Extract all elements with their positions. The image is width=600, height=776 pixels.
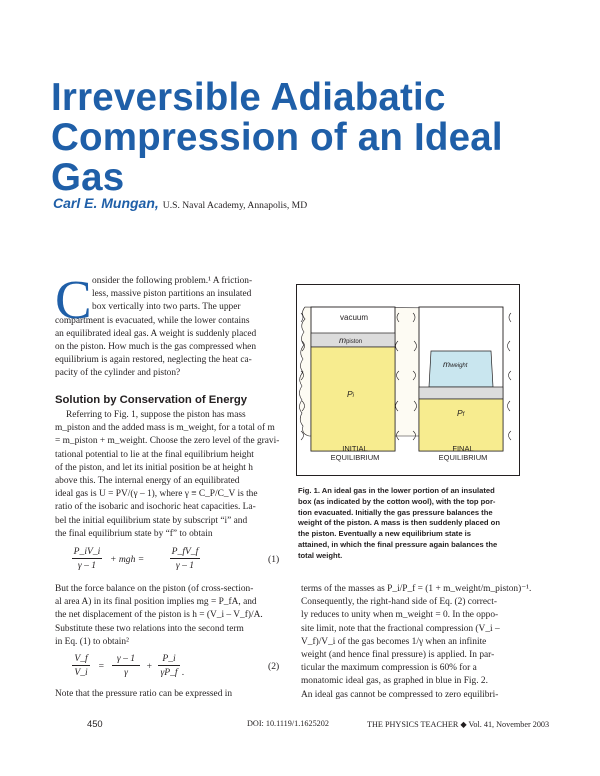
intro-line: box vertically into two parts. The upper — [92, 302, 241, 313]
eq1-rhs-numerator: P_fV_f — [171, 546, 199, 557]
label-weight-subscript: weight — [450, 363, 468, 369]
drop-cap: C — [55, 269, 92, 330]
eq1-rhs-denominator: γ – 1 — [175, 560, 195, 571]
footer-journal: THE PHYSICS TEACHER ◆ Vol. 41, November 2003 — [367, 720, 550, 729]
label-equilibrium: EQUILIBRIUM — [438, 453, 488, 462]
paragraph-line: the final equilibrium state by “f” to obtain — [55, 528, 213, 539]
final-piston — [419, 387, 503, 399]
caption-line: weight of the piston. A mass is then suddenly placed on — [298, 518, 500, 528]
paragraph-line: V_f)/V_i of the gas becomes 1/γ when an infinite — [301, 636, 487, 647]
intro-line: less, massive piston partitions an insulated — [92, 289, 252, 300]
intro-line: equilibrium is again restored, neglecting the heat ca- — [55, 355, 252, 366]
label-final: FINAL — [452, 444, 474, 453]
label-p: P — [347, 389, 353, 399]
section-heading: Solution by Conservation of Energy — [55, 394, 248, 406]
figure-1 — [296, 284, 520, 476]
eq2-term1-numerator: γ – 1 — [112, 653, 140, 666]
paragraph-line: ratio of the isobaric and isochoric heat capacities. La- — [55, 502, 256, 513]
intro-paragraph — [55, 315, 256, 381]
paragraph-line: = m_piston + m_weight. Choose the zero level of the gravi- — [55, 436, 280, 447]
paragraph-line: Note that the pressure ratio can be expressed in — [55, 689, 233, 699]
paragraph-line: the net displacement of the piston is h = (V_i – V_f)/A. — [55, 610, 263, 621]
title-line-3: Gas — [51, 156, 125, 199]
author-name: Carl E. Mungan, — [53, 195, 159, 211]
intro-paragraph-indented — [92, 275, 252, 315]
label-initial: INITIAL — [342, 444, 368, 453]
paragraph-line: of the piston, and let its initial position be at height h — [55, 462, 253, 473]
footer-doi: DOI: 10.1119/1.1625202 — [247, 719, 329, 728]
caption-line: attained, in which the final pressure again balances the — [298, 539, 498, 549]
paragraph-line: Referring to Fig. 1, suppose the piston has mass — [66, 410, 246, 420]
paragraph-line: monatomic ideal gas, as graphed in blue in Fig. 2. — [301, 676, 488, 687]
intro-line: an equilibrated ideal gas. A weight is suddenly placed — [55, 328, 257, 339]
label-m: m — [443, 359, 451, 369]
eq1-number: (1) — [268, 554, 280, 565]
equation-2 — [72, 653, 287, 685]
eq2-plus: + — [146, 661, 153, 672]
caption-line: total weight. — [298, 550, 343, 560]
paragraph-line: Consequently, the right-hand side of Eq. (2) correct- — [301, 597, 497, 608]
section-paragraph-1 — [55, 409, 279, 541]
paragraph-line: ticular the maximum compression is 60% for a — [301, 663, 477, 674]
article-title — [51, 78, 571, 198]
label-initial-equilibrium — [315, 444, 395, 462]
label-p: P — [457, 408, 463, 418]
paragraph-line: ly reduces to unity when m_weight = 0. In the oppo- — [301, 610, 499, 621]
paragraph-line: above this. The internal energy of an equilibrated — [55, 475, 240, 486]
eq2-term2-numerator: P_i — [158, 653, 180, 666]
eq2-lhs-numerator: V_f — [72, 653, 90, 666]
intro-line: on the piston. How much is the gas compressed when — [55, 341, 257, 352]
label-f-subscript: f — [462, 412, 465, 418]
paragraph-line: Substitute these two relations into the second term — [55, 623, 244, 634]
equation-1 — [72, 546, 287, 578]
eq2-term2-denominator: γP_f — [160, 667, 178, 678]
author-affiliation: U.S. Naval Academy, Annapolis, MD — [162, 200, 308, 211]
label-i-subscript: i — [352, 393, 355, 399]
label-p-initial — [347, 389, 354, 399]
intro-line: compartment is evacuated, while the lower contains — [55, 315, 250, 326]
paragraph-line: m_piston and the added mass is m_weight, for a total of m — [55, 423, 275, 434]
eq2-term1-denominator: γ — [124, 667, 128, 678]
eq2-equals: = — [98, 661, 105, 672]
figure-1-caption — [298, 486, 524, 562]
label-m: m — [339, 335, 347, 345]
intro-line: pacity of the cylinder and piston? — [55, 368, 181, 379]
paragraph-line: terms of the masses as P_i/P_f = (1 + m_weight/m_piston)⁻¹. — [301, 584, 532, 594]
byline — [53, 195, 307, 213]
caption-line: the piston. Eventually a new equilibrium state is — [298, 529, 472, 539]
paragraph-line: ideal gas is U = PV/(γ – 1), where γ ≡ C_P/C_V is the — [55, 489, 258, 500]
caption-line: Fig. 1. An ideal gas in the lower portion of an insulated — [298, 486, 495, 495]
paragraph-line: An ideal gas cannot be compressed to zero equilibri- — [301, 689, 499, 700]
label-final-equilibrium — [423, 444, 503, 462]
eq2-lhs-denominator: V_i — [74, 667, 88, 678]
label-m-piston — [339, 335, 362, 345]
title-line-2: Compression of an Ideal — [51, 116, 503, 159]
eq1-lhs-numerator: P_iV_i — [73, 546, 101, 557]
paragraph-line: al area A) in its final position implies mg = P_fA, and — [55, 597, 257, 608]
initial-gas — [311, 347, 395, 451]
label-p-final — [457, 408, 464, 418]
paragraph-line: site limit, note that the fractional compression (V_i – — [301, 623, 500, 634]
page-number: 450 — [87, 718, 103, 729]
eq1-middle: + mgh = — [110, 554, 145, 565]
section-paragraph-2 — [55, 583, 263, 649]
paragraph-line: weight (and hence final pressure) is applied. In par- — [301, 649, 495, 660]
paragraph-line: bel the initial equilibrium state by subscript “i” and — [55, 515, 248, 526]
label-vacuum: vacuum — [340, 313, 369, 322]
label-m-weight — [443, 359, 467, 369]
paragraph-line: But the force balance on the piston (of cross-section- — [55, 584, 254, 594]
label-piston-subscript: piston — [346, 339, 363, 345]
eq1-lhs-denominator: γ – 1 — [77, 560, 97, 571]
paragraph-line: in Eq. (1) to obtain² — [55, 636, 129, 647]
caption-line: box (as indicated by the cotton wool), with the top por- — [298, 496, 496, 506]
eq2-number: (2) — [268, 661, 280, 672]
section-paragraph-3 — [55, 688, 232, 701]
label-equilibrium: EQUILIBRIUM — [330, 453, 380, 462]
caption-line: tion evacuated. Initially the gas pressure balances the — [298, 507, 493, 517]
weight-block — [429, 351, 493, 387]
title-line-1: Irreversible Adiabatic — [51, 76, 446, 119]
right-column-paragraph — [301, 583, 531, 702]
eq2-period: . — [182, 667, 185, 678]
intro-line: onsider the following problem.¹ A friction- — [92, 276, 253, 286]
paragraph-line: tational potential to lie at the final equilibrium height — [55, 449, 254, 460]
